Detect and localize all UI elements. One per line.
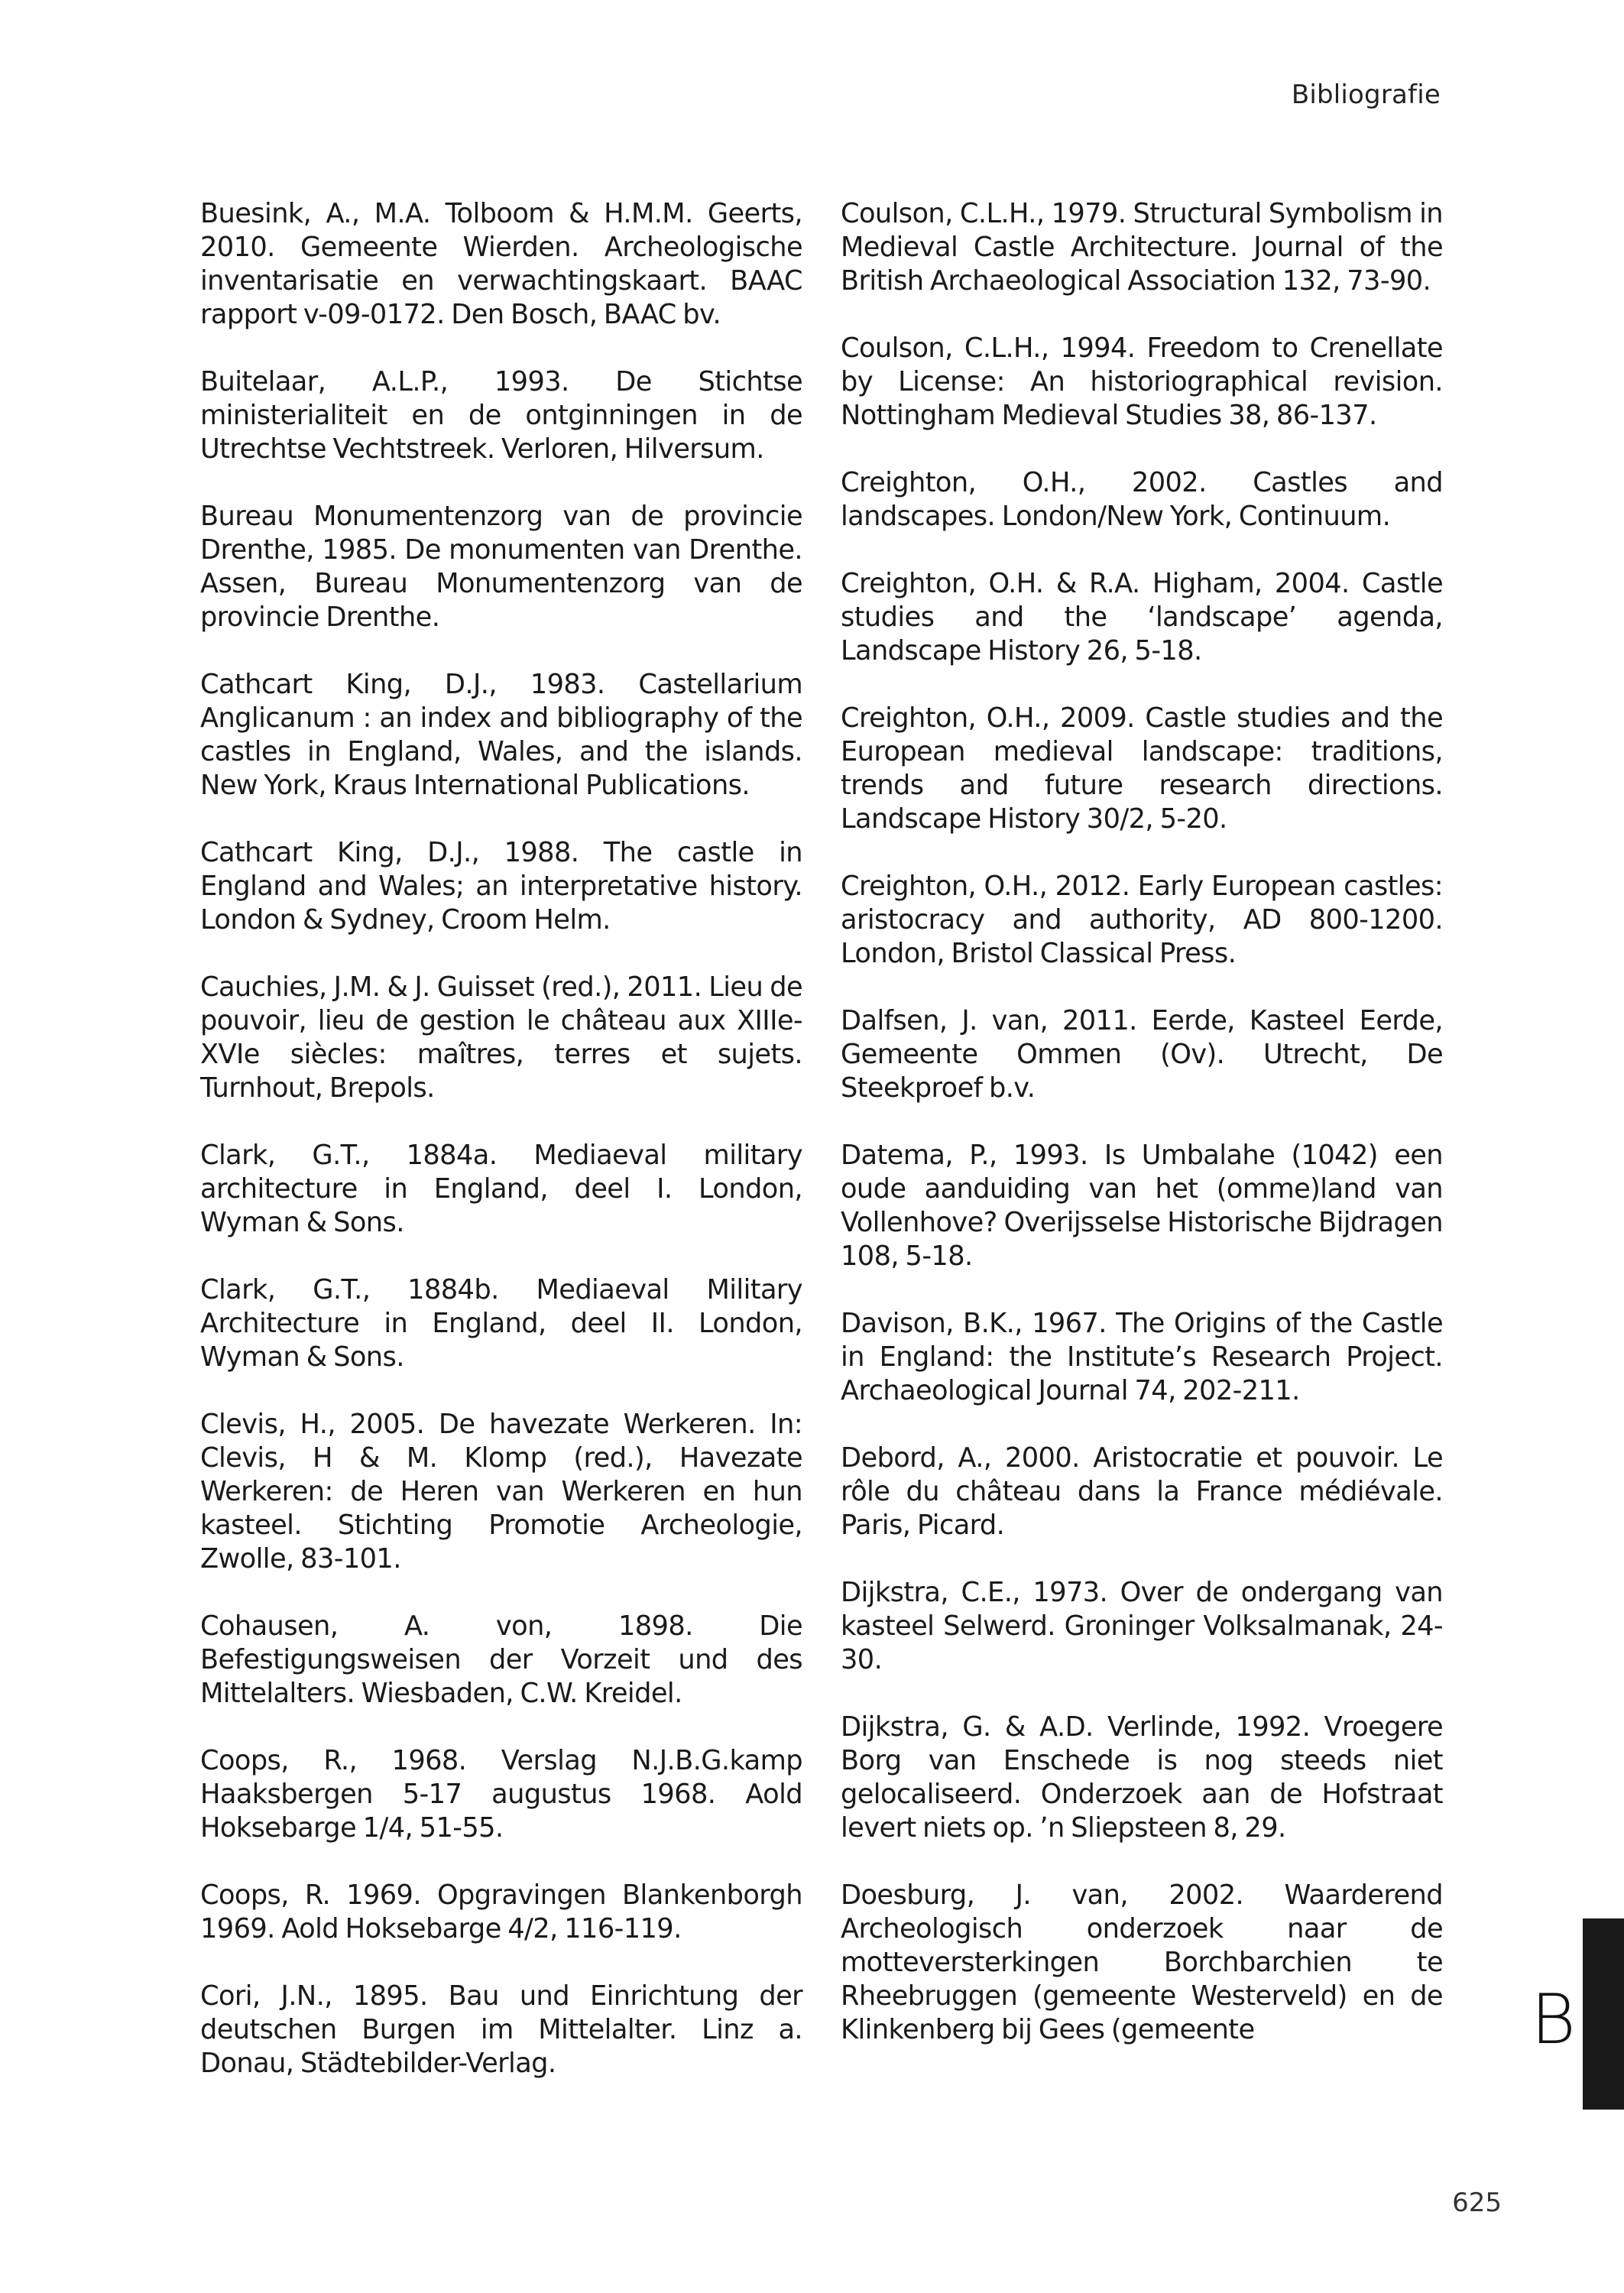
bibliography-entry: Coulson, C.L.H., 1994. Freedom to Crenellate by License: An historiographical revision. Nottingham Medieval Studies 38, 86-137. [841,332,1443,431]
bibliography-entry: Dijkstra, C.E., 1973. Over de ondergang van kasteel Selwerd. Groninger Volksalmanak, 24-30. [841,1577,1443,1675]
bibliography-entry: Clark, G.T., 1884b. Mediaeval Military Architecture in England, deel II. London, Wyman & Sons. [200,1274,802,1373]
bibliography-entry: Creighton, O.H., 2009. Castle studies and the European medieval landscape: traditions, trends and future research directions. Landscape History 30/2, 5-20. [841,702,1443,835]
bibliography-entry: Creighton, O.H., 2012. Early European castles: aristocracy and authority, AD 800-1200. London, Bristol Classical Press. [841,871,1443,969]
bibliography-entry: Davison, B.K., 1967. The Origins of the Castle in England: the Institute’s Research Project. Archaeological Journal 74, 202-211. [841,1308,1443,1406]
bibliography-entry: Cathcart King, D.J., 1988. The castle in England and Wales; an interpretative history. London & Sydney, Croom Helm. [200,837,802,936]
bibliography-entry: Buesink, A., M.A. Tolboom & H.M.M. Geerts, 2010. Gemeente Wierden. Archeologische inventarisatie en verwachtingskaart. BAAC rapport v-09-0172. Den Bosch, BAAC bv. [200,198,802,330]
bibliography-entry: Debord, A., 2000. Aristocratie et pouvoir. Le rôle du château dans la France médiévale. Paris, Picard. [841,1442,1443,1541]
bibliography-entry: Cohausen, A. von, 1898. Die Befestigungsweisen der Vorzeit und des Mittelalters. Wiesbaden, C.W. Kreidel. [200,1610,802,1709]
bibliography-column-left [200,197,802,2114]
bibliography-entry: Creighton, O.H., 2002. Castles and landscapes. London/New York, Continuum. [841,467,1443,532]
thumb-index-tab [1583,1918,1624,2110]
bibliography-entry: Clevis, H., 2005. De havezate Werkeren. In: Clevis, H & M. Klomp (red.), Havezate Werkeren: de Heren van Werkeren en hun kasteel. Stichting Promotie Archeologie, Zwolle, 83-101. [200,1409,802,1575]
bibliography-entry: Dijkstra, G. & A.D. Verlinde, 1992. Vroegere Borg van Enschede is nog steeds niet gelocaliseerd. Onderzoek aan de Hofstraat levert niets op. ’n Sliepsteen 8, 29. [841,1711,1443,1844]
bibliography-entry: Coulson, C.L.H., 1979. Structural Symbolism in Medieval Castle Architecture. Journal of the British Archaeological Association 132, 73-90. [841,198,1443,297]
bibliography-entry: Doesburg, J. van, 2002. Waarderend Archeologisch onderzoek naar de motteversterkingen Borchbarchien te Rheebruggen (gemeente Westerveld) en de Klinkenberg bij Gees (gemeente [841,1879,1443,2045]
bibliography-entry: Buitelaar, A.L.P., 1993. De Stichtse ministerialiteit en de ontginningen in de Utrechtse Vechtstreek. Verloren, Hilversum. [200,366,802,465]
bibliography-entry: Clark, G.T., 1884a. Mediaeval military architecture in England, deel I. London, Wyman & Sons. [200,1140,802,1238]
bibliography-entry: Datema, P., 1993. Is Umbalahe (1042) een oude aanduiding van het (omme)land van Vollenhove? Overijsselse Historische Bijdragen 108, 5-18. [841,1140,1443,1272]
bibliography-entry: Coops, R. 1969. Opgravingen Blankenborgh 1969. Aold Hoksebarge 4/2, 116-119. [200,1879,802,1944]
running-header: Bibliografie [1291,79,1441,110]
bibliography-entry: Cathcart King, D.J., 1983. Castellarium Anglicanum : an index and bibliography of the castles in England, Wales, and the islands. New York, Kraus International Publications. [200,669,802,801]
page-number: 625 [1452,2188,1502,2218]
bibliography-entry: Cori, J.N., 1895. Bau und Einrichtung der deutschen Burgen im Mittelalter. Linz a. Donau, Städtebilder-Verlag. [200,1980,802,2079]
thumb-index-letter: B [1531,1980,1576,2060]
bibliography-entry: Cauchies, J.M. & J. Guisset (red.), 2011. Lieu de pouvoir, lieu de gestion le château aux XIIIe-XVIe siècles: maîtres, terres et sujets. Turnhout, Brepols. [200,971,802,1104]
bibliography-entry: Creighton, O.H. & R.A. Higham, 2004. Castle studies and the ‘landscape’ agenda, Landscape History 26, 5-18. [841,568,1443,666]
bibliography-entry: Bureau Monumentenzorg van de provincie Drenthe, 1985. De monumenten van Drenthe. Assen, Bureau Monumentenzorg van de provincie Drenthe. [200,501,802,633]
bibliography-entry: Dalfsen, J. van, 2011. Eerde, Kasteel Eerde, Gemeente Ommen (Ov). Utrecht, De Steekproef b.v. [841,1005,1443,1104]
bibliography-entry: Coops, R., 1968. Verslag N.J.B.G.kamp Haaksbergen 5-17 augustus 1968. Aold Hoksebarge 1/4, 51-55. [200,1745,802,1844]
bibliography-column-right [841,197,1443,2081]
